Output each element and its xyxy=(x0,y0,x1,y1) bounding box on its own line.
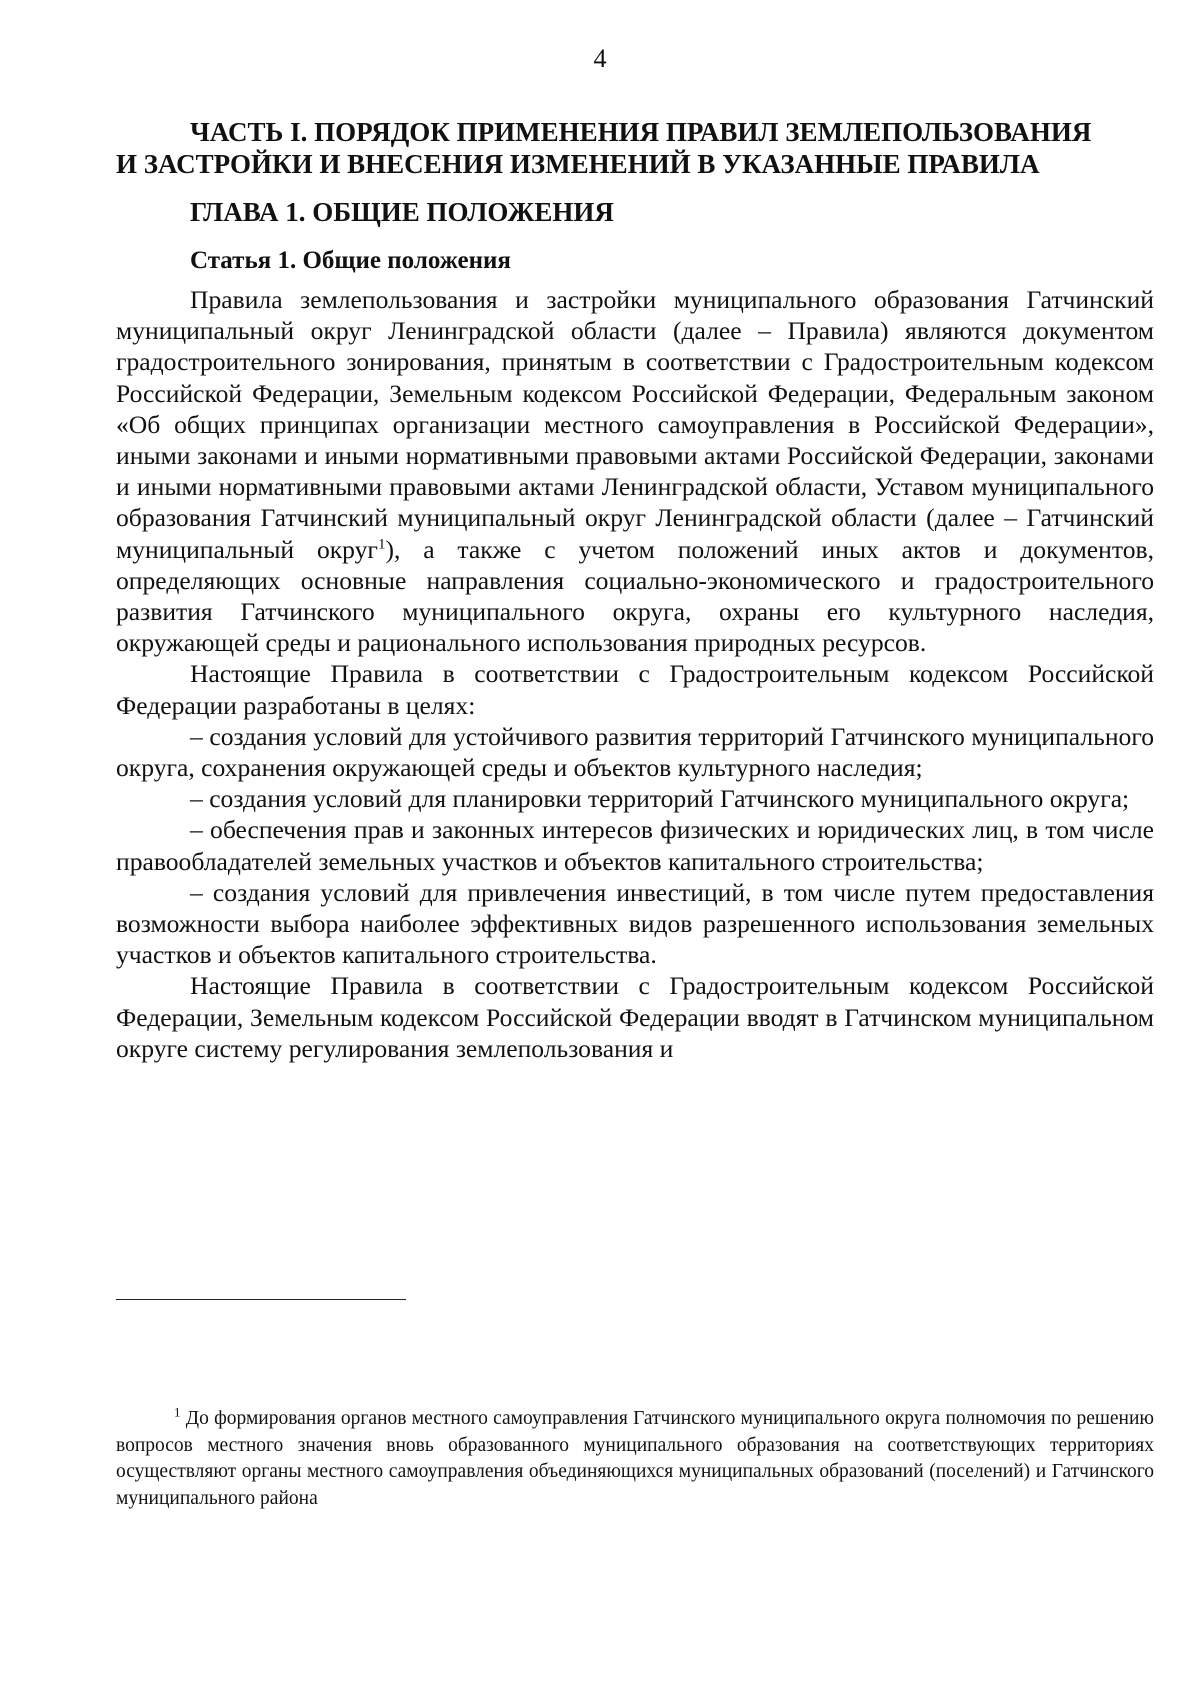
footnote-reference: 1 xyxy=(377,536,386,553)
part-title-line-1: ЧАСТЬ I. ПОРЯДОК ПРИМЕНЕНИЯ ПРАВИЛ ЗЕМЛЕПОЛЬЗОВАНИЯ xyxy=(190,117,1092,147)
part-title xyxy=(116,116,1154,180)
footnote xyxy=(116,1406,1154,1512)
article-title: Статья 1. Общие положения xyxy=(190,247,511,274)
paragraph-goals-intro: Настоящие Правила в соответствии с Градостроительным кодексом Российской Федерации разработаны в целях: xyxy=(116,659,1154,720)
article-body xyxy=(116,284,1154,1064)
list-item-goal-3: – обеспечения прав и законных интересов физических и юридических лиц, в том числе правообладателей земельных участков и объектов капитального строительства; xyxy=(116,815,1154,876)
paragraph-intro-text-b: ), а также с учетом положений иных актов и документов, определяющих основные направления социально-экономического и градостроительного развития Гатчинского муниципального округа, охраны его культурного наследия, окружающей среды и рационального использования природных ресурсов. xyxy=(116,534,1154,658)
list-item-goal-2: – создания условий для планировки территорий Гатчинского муниципального округа; xyxy=(190,784,1130,814)
list-item-goal-1: – создания условий для устойчивого развития территорий Гатчинского муниципального округа, сохранения окружающей среды и объектов культурного наследия; xyxy=(116,721,1154,783)
footnote-marker: 1 xyxy=(174,1404,181,1420)
footnote-text: До формирования органов местного самоуправления Гатчинского муниципального округа полномочия по решению вопросов местного значения вновь образованного муниципального образования на соответствующих территориях осуществляют органы местного самоуправления объединяющихся муниципальных образований (поселений) и Гатчинского муниципального района xyxy=(116,1408,1154,1509)
chapter-title: ГЛАВА 1. ОБЩИЕ ПОЛОЖЕНИЯ xyxy=(190,197,614,227)
paragraph-intro xyxy=(116,284,1154,658)
part-title-line-2: И ЗАСТРОЙКИ И ВНЕСЕНИЯ ИЗМЕНЕНИЙ В УКАЗАННЫЕ ПРАВИЛА xyxy=(116,149,1040,179)
page-number: 4 xyxy=(593,44,607,73)
paragraph-regulation: Настоящие Правила в соответствии с Градостроительным кодексом Российской Федерации, Земельным кодексом Российской Федерации вводят в Гатчинском муниципальном округе систему регулирования землепользования и xyxy=(116,971,1154,1063)
list-item-goal-4: – создания условий для привлечения инвестиций, в том числе путем предоставления возможности выбора наиболее эффективных видов разрешенного использования земельных участков и объектов капитального строительства. xyxy=(116,877,1154,970)
footnote-separator xyxy=(116,1299,406,1300)
paragraph-intro-text-a: Правила землепользования и застройки муниципального образования Гатчинский муниципальный округ Ленинградской области (далее – Правила) являются документом градостроительного зонирования, принятым в соответствии с Градостроительным кодексом Российской Федерации, Земельным кодексом Российской Федерации, Федеральным законом «Об общих принципах организации местного самоуправления в Российской Федерации», иными законами и иными нормативными правовыми актами Российской Федерации, законами и иными нормативными правовыми актами Ленинградской области, Уставом муниципального образования Гатчинский муниципальный округ Ленинградской области (далее – Гатчинский муниципальный округ xyxy=(116,285,1154,564)
